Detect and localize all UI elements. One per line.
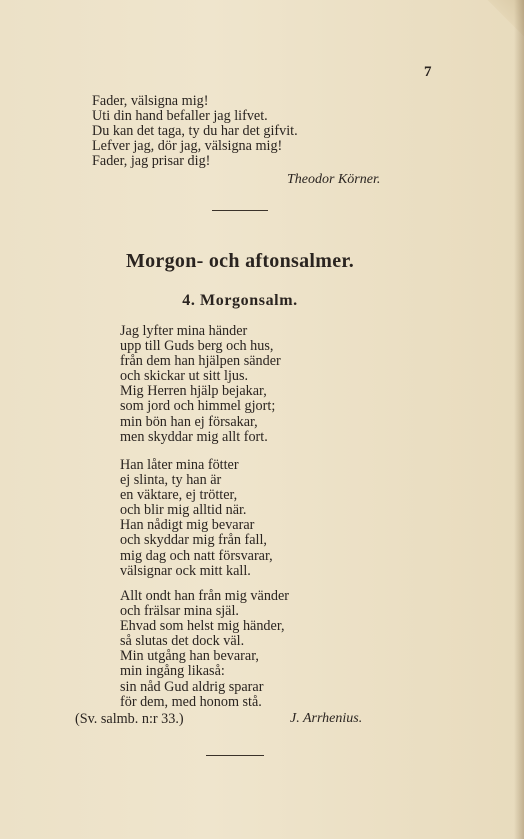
stanza-line: upp till Guds berg och hus, — [120, 338, 274, 355]
stanza-line: Jag lyfter mina händer — [120, 323, 248, 339]
hymn-author: J. Arrhenius. — [290, 711, 363, 726]
stanza-line: och blir mig alltid när. — [120, 502, 247, 519]
stanza-line: Min utgång han bevarar, — [120, 648, 259, 665]
page-corner — [484, 0, 524, 40]
stanza-line: sin nåd Gud aldrig sparar — [120, 678, 264, 695]
section-title: Morgon- och aftonsalmer. — [125, 250, 355, 272]
stanza-line: min bön han ej försakar, — [120, 413, 258, 430]
hymn-heading — [0, 292, 480, 310]
stanza-line: en väktare, ej trötter, — [120, 487, 238, 504]
stanza-line: från dem han hjälpen sänder — [120, 353, 281, 370]
divider-rule — [212, 210, 268, 211]
stanza-line: mig dag och natt försvarar, — [120, 547, 273, 564]
stanza-line: så slutas det dock väl. — [120, 633, 245, 650]
page-number: 7 — [424, 64, 432, 80]
top-stanza-author: Theodor Körner. — [287, 172, 381, 187]
stanza-line: och skyddar mig från fall, — [120, 532, 267, 549]
stanza-line: Uti din hand befaller jag lifvet. — [92, 108, 268, 125]
hymn-number: 4. — [182, 292, 196, 309]
top-stanza — [92, 94, 298, 169]
stanza-line: som jord och himmel gjort; — [120, 398, 276, 415]
stanza-line: Mig Herren hjälp bejakar, — [120, 383, 267, 400]
stanza-line: Han låter mina fötter — [120, 457, 239, 473]
stanza-line: Allt ondt han från mig vänder — [120, 588, 290, 604]
stanza-line: ej slinta, ty han är — [120, 472, 222, 489]
bottom-divider-rule — [206, 755, 264, 756]
stanza-line: och skickar ut sitt ljus. — [120, 368, 249, 385]
hymn-stanza-2 — [120, 458, 273, 579]
stanza-line: min ingång likaså: — [120, 663, 225, 680]
stanza-line: för dem, med honom stå. — [120, 693, 262, 710]
stanza-line: Lefver jag, dör jag, välsigna mig! — [92, 138, 283, 155]
stanza-line: Ehvad som helst mig händer, — [120, 618, 285, 635]
stanza-line: Han nådigt mig bevarar — [120, 517, 255, 534]
stanza-line: Du kan det taga, ty du har det gifvit. — [92, 123, 298, 140]
stanza-line: välsignar ock mitt kall. — [120, 562, 251, 579]
stanza-line: men skyddar mig allt fort. — [120, 428, 268, 445]
stanza-line: Fader, välsigna mig! — [92, 93, 209, 109]
hymn-title: Morgonsalm. — [200, 292, 298, 309]
stanza-line: och frälsar mina själ. — [120, 603, 239, 620]
hymn-stanza-1 — [120, 324, 281, 445]
hymn-stanza-3 — [120, 589, 289, 710]
stanza-line: Fader, jag prisar dig! — [92, 153, 211, 170]
hymnbook-reference: (Sv. salmb. n:r 33.) — [75, 711, 184, 727]
